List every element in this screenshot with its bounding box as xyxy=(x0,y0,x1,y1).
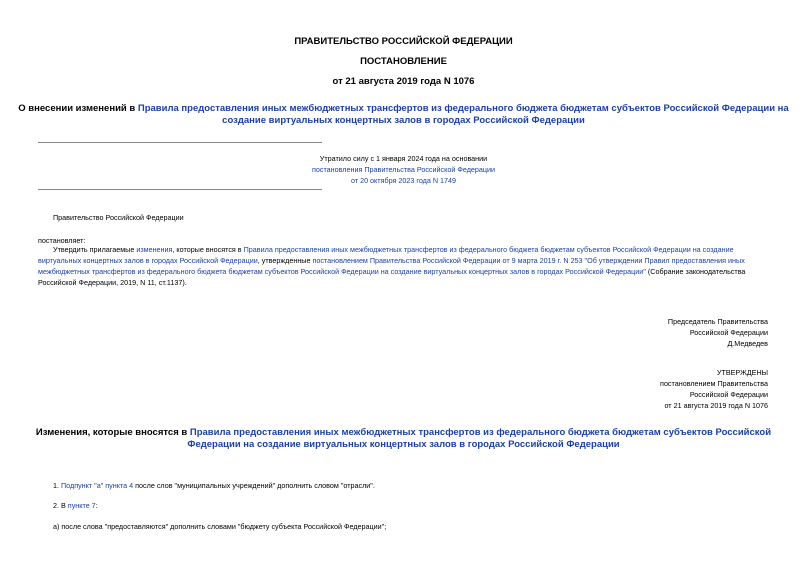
paragraph-line-4: Российской Федерации, 2019, N 11, ст.1137). xyxy=(38,278,187,287)
changes-rules-link-continued[interactable]: Федерации на создание виртуальных концертных залов в городах Российской Федерации xyxy=(187,439,620,450)
list-item xyxy=(53,480,375,491)
paragraph-line-2 xyxy=(38,255,768,266)
document-type: ПОСТАНОВЛЕНИЕ xyxy=(360,56,447,67)
paragraph-text-c: , утвержденные xyxy=(257,256,313,265)
status-note xyxy=(0,153,807,186)
approved-by: постановлением Правительства xyxy=(660,379,768,388)
decree-paragraph xyxy=(38,244,768,288)
paragraph-line-3 xyxy=(38,266,768,277)
paragraph-text-b: , которые вносятся в xyxy=(172,245,244,254)
item-number: 2. В xyxy=(53,501,68,510)
paragraph-4-link[interactable]: пункта 4 xyxy=(105,481,134,490)
changes-rules-link[interactable]: Правила предоставления иных межбюджетных трансфертов из федерального бюджета бюджетам субъектов Российской xyxy=(189,427,772,438)
decree-253-link-continued[interactable]: межбюджетных трансфертов из федерального бюджета бюджетам субъектов Российской Федерации на создание виртуальных концертных залов в городах Российской Федерации" xyxy=(38,267,646,276)
item-text: после слов "муниципальных учреждений" дополнить словом "отрасли". xyxy=(133,481,375,490)
rules-link-continued[interactable]: создание виртуальных концертных залов в городах Российской Федерации xyxy=(222,115,585,126)
signature-block xyxy=(668,316,768,349)
list-item: а) после слова "предоставляются" дополнить словами "бюджету субъекта Российской Федерации"; xyxy=(53,522,387,531)
rules-link[interactable]: Правила предоставления иных межбюджетных трансфертов из федерального бюджета бюджетам субъектов Российской Федерации на xyxy=(137,103,789,114)
signature-position-2: Российской Федерации xyxy=(689,328,768,337)
approved-by-2: Российской Федерации xyxy=(689,390,768,399)
changes-link[interactable]: изменения xyxy=(136,245,173,254)
status-line-1: Утратило силу с 1 января 2024 года на основании xyxy=(319,154,488,163)
title-prefix: О внесении изменений в xyxy=(18,103,138,114)
document-date: от 21 августа 2019 года N 1076 xyxy=(332,76,475,87)
signature-name: Д.Медведев xyxy=(727,339,768,348)
changes-title xyxy=(0,427,807,451)
approved-date: от 21 августа 2019 года N 1076 xyxy=(664,401,768,410)
approved-label: УТВЕРЖДЕНЫ xyxy=(716,368,768,377)
repeal-decree-date-link[interactable]: от 20 октября 2023 года N 1749 xyxy=(350,176,457,185)
changes-title-line-1 xyxy=(0,427,807,439)
approval-block xyxy=(660,367,768,411)
item-colon: : xyxy=(95,501,98,510)
repeal-decree-link[interactable]: постановления Правительства Российской Федерации xyxy=(311,165,496,174)
government-heading: ПРАВИТЕЛЬСТВО РОССИЙСКОЙ ФЕДЕРАЦИИ xyxy=(294,36,513,47)
signature-position: Председатель Правительства xyxy=(667,317,768,326)
rules-ref-link-continued[interactable]: виртуальных концертных залов в городах Российской Федерации xyxy=(38,256,258,265)
paragraph-line-1 xyxy=(38,244,768,255)
changes-title-prefix: Изменения, которые вносятся в xyxy=(35,427,190,438)
paragraph-text-a: Утвердить прилагаемые xyxy=(53,245,137,254)
document-title xyxy=(0,103,807,127)
paragraph-7-link[interactable]: пункте 7 xyxy=(67,501,96,510)
paragraph-text-d: (Собрание законодательства xyxy=(645,267,746,276)
decree-253-link[interactable]: постановлением Правительства Российской Федерации от 9 марта 2019 г. N 253 "Об утверждении Правил предоставления иных xyxy=(312,256,745,265)
decrees-word: постановляет: xyxy=(38,236,86,245)
item-number: 1. xyxy=(53,481,61,490)
title-line-1 xyxy=(0,103,807,115)
status-top-divider xyxy=(38,142,322,143)
government-line: Правительство Российской Федерации xyxy=(53,213,184,222)
subparagraph-link[interactable]: Подпункт "а" xyxy=(61,481,104,490)
list-item xyxy=(53,500,98,511)
status-bottom-divider xyxy=(38,189,322,190)
rules-ref-link[interactable]: Правила предоставления иных межбюджетных трансфертов из федерального бюджета бюджетам субъектов Российской Федерации на создание xyxy=(243,245,734,254)
